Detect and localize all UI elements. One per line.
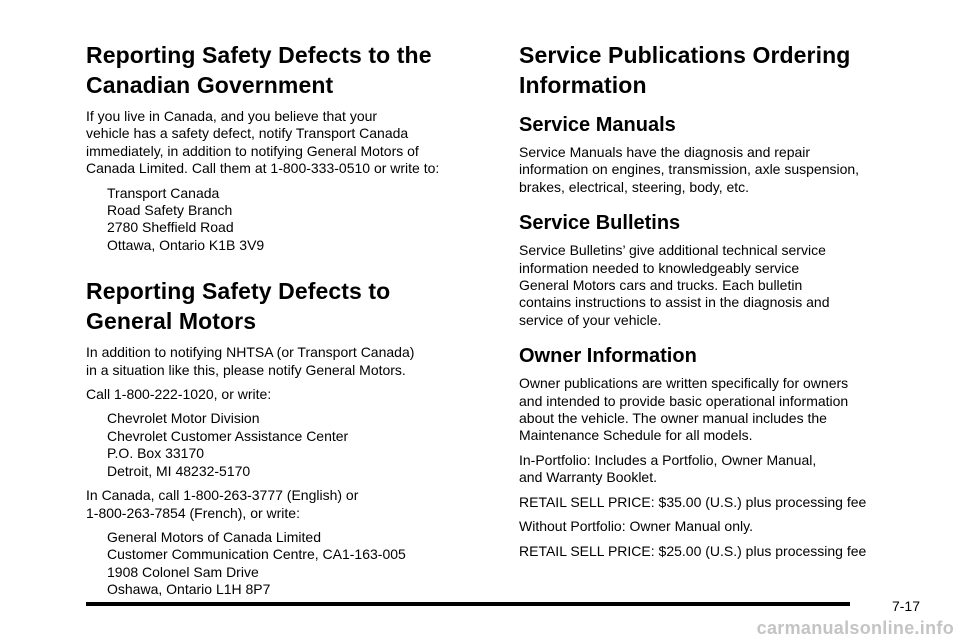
service-bulletins-paragraph: Service Bulletins’ give additional technical service information needed to knowledgeably service General Motors cars and trucks. Each bulletin contains instructions to assist in the diagnosis and service of your vehicle.	[519, 242, 830, 328]
retail-price-no-portfolio: RETAIL SELL PRICE: $25.00 (U.S.) plus processing fee	[519, 542, 867, 559]
left-column	[86, 40, 496, 606]
footer-rule	[86, 602, 850, 606]
gm-defects-paragraph: In addition to notifying NHTSA (or Transport Canada) in a situation like this, please notify General Motors.	[86, 344, 415, 378]
retail-price-portfolio: RETAIL SELL PRICE: $35.00 (U.S.) plus processing fee	[519, 493, 867, 510]
without-portfolio-line: Without Portfolio: Owner Manual only.	[519, 518, 753, 535]
heading-service-bulletins: Service Bulletins	[519, 212, 681, 235]
canada-defects-paragraph: If you live in Canada, and you believe that your vehicle has a safety defect, notify Transport Canada immediately, in addition to notifying General Motors of Canada Limited. Call them at 1-800-333-0510 or write to:	[86, 108, 440, 177]
service-manuals-paragraph: Service Manuals have the diagnosis and repair information on engines, transmission, axle suspension, brakes, electrical, steering, body, etc.	[519, 144, 860, 195]
transport-canada-address: Transport Canada Road Safety Branch 2780 Sheffield Road Ottawa, Ontario K1B 3V9	[107, 184, 265, 253]
heading-service-manuals: Service Manuals	[519, 114, 676, 136]
gm-canada-paragraph: In Canada, call 1-800-263-3777 (English) or 1-800-263-7854 (French), or write:	[86, 487, 359, 521]
gm-canada-address: General Motors of Canada Limited Customer Communication Centre, CA1-163-005 1908 Colonel Sam Drive Oshawa, Ontario L1H 8P7	[107, 528, 406, 598]
right-column	[519, 40, 929, 567]
heading-owner-information: Owner Information	[519, 345, 697, 368]
heading-gm-defects: Reporting Safety Defects to General Motors	[86, 278, 391, 335]
heading-service-publications: Service Publications Ordering Information	[519, 42, 851, 98]
chevrolet-address: Chevrolet Motor Division Chevrolet Customer Assistance Center P.O. Box 33170 Detroit, MI 48232-5170	[107, 410, 349, 479]
owner-information-paragraph: Owner publications are written specifically for owners and intended to provide basic operational information about the vehicle. The owner manual includes the Maintenance Schedule for all models.	[519, 375, 849, 444]
in-portfolio-paragraph: In-Portfolio: Includes a Portfolio, Owner Manual, and Warranty Booklet.	[519, 451, 817, 486]
heading-canada-defects: Reporting Safety Defects to the Canadian Government	[86, 42, 432, 98]
gm-call-line: Call 1-800-222-1020, or write:	[86, 386, 272, 403]
watermark: carmanualsonline.info	[756, 618, 954, 638]
page-number: 7-17	[891, 598, 920, 614]
